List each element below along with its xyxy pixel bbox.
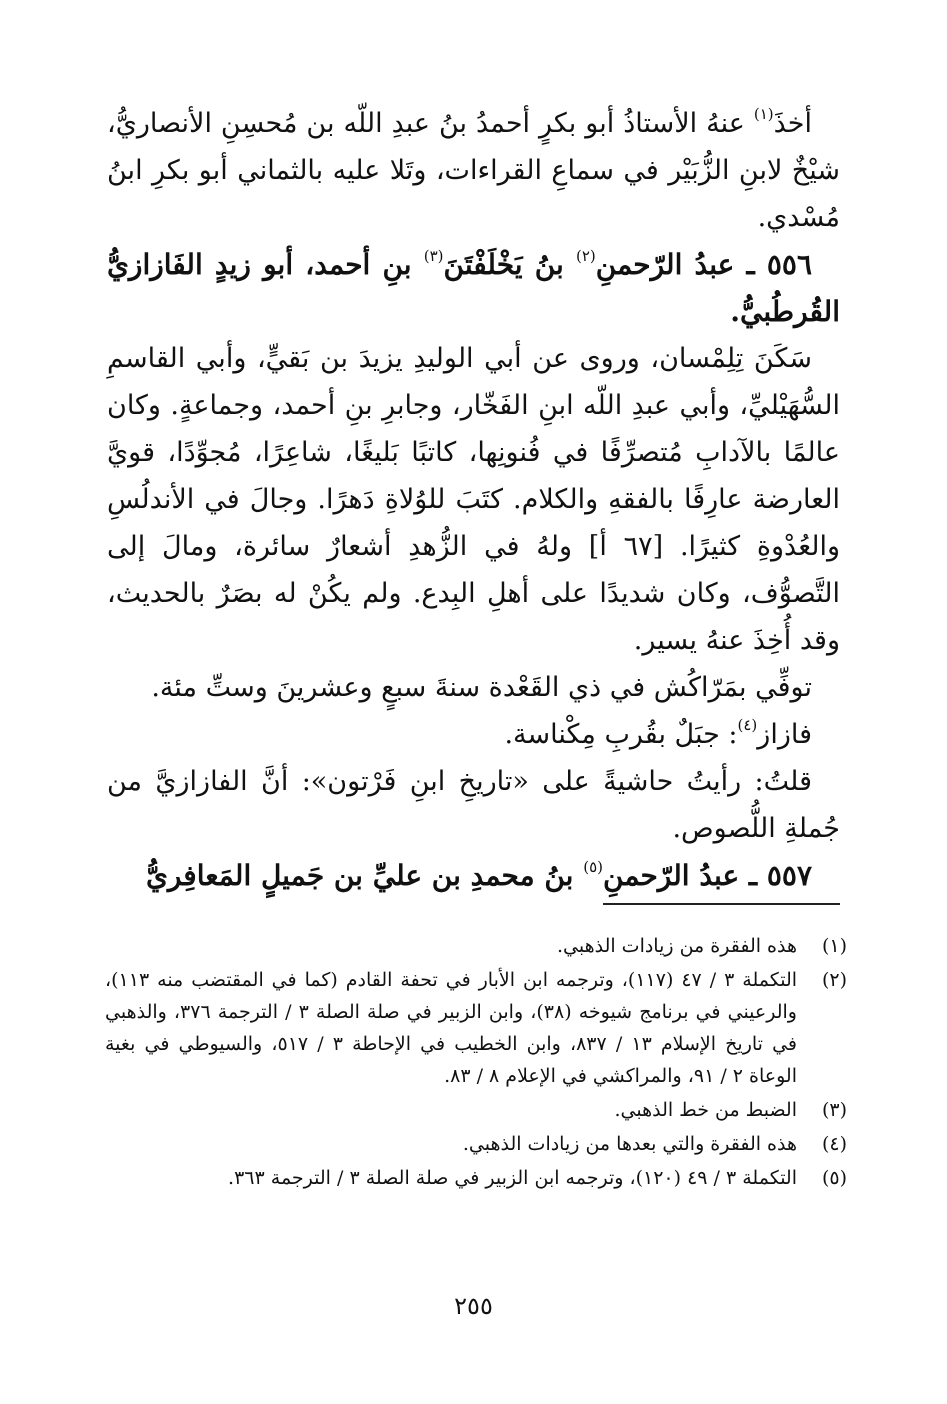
text-run: أخذَ — [773, 108, 812, 139]
footnote-number: (١) — [821, 935, 847, 957]
paragraph-death: توفِّي بمَرّاكُش في ذي القَعْدة سنةَ سبعٍ وعشرينَ وستِّ مئة. — [151, 672, 812, 703]
text-run: : جبَلٌ بقُربِ مِكْناسة. — [504, 719, 738, 750]
text-run: بنُ يَخْلَفْتَنَ — [443, 248, 576, 281]
footnote-text: هذه الفقرة والتي بعدها من زيادات الذهبي. — [462, 1133, 797, 1155]
entry-heading-557 — [107, 852, 840, 899]
footnote-number: (٥) — [821, 1167, 847, 1189]
footnote-ref: (١) — [753, 105, 774, 123]
footnote-item — [105, 1128, 847, 1160]
footnote-ref: (٤) — [737, 716, 758, 734]
footnote-text: التكملة ٣ / ٤٧ (١١٧)، وترجمه ابن الأبار في تحفة القادم (كما في المقتضب منه ١١٣)، والرعيني في برنامج شيوخه (٣٨)، وابن الزبير في صلة الصلة ٣ / الترجمة ٣٧٦، والذهبي في تاريخ الإسلام ١٣ / ٨٣٧، وابن الخطيب في الإحاطة ٣ / ٥١٧، والسيوطي في بغية الوعاة ٢ / ٩١، والمراكشي في الإعلام ٨ / ٨٣. — [105, 969, 798, 1087]
footnote-item — [105, 964, 847, 1092]
footnote-item — [105, 1162, 847, 1194]
paragraph-intro — [107, 100, 840, 241]
entry-heading-556 — [107, 241, 840, 335]
footnote-ref: (٥) — [583, 858, 603, 876]
footnote-number: (٤) — [821, 1133, 847, 1155]
footnote-ref: (٣) — [423, 247, 444, 265]
text-run: ٥٥٦ ـ عبدُ الرّحمنِ — [595, 248, 813, 281]
text-run: بنُ محمدِ بن عليِّ بن جَميلٍ المَعافِريُّ — [145, 859, 584, 892]
main-text — [107, 100, 840, 899]
paragraph-note: قلتُ: رأيتُ حاشيةً على «تاريخِ ابنِ فَرْتون»: أنَّ الفازازيَّ من جُملةِ اللُّصوص. — [107, 766, 840, 844]
footnote-item — [105, 1094, 847, 1126]
footnote-number: (٣) — [821, 1099, 847, 1121]
paragraph-biography: سَكَنَ تِلِمْسان، وروى عن أبي الوليدِ يزيدَ بن بَقيٍّ، وأبي القاسمِ السُّهَيْليِّ، وأبي عبدِ اللّه ابنِ الفَخّار، وجابرِ بنِ أحمد، وجماعةٍ. وكان عالمًا بالآدابِ مُتصرِّفًا في فُنونِها، كاتبًا بَليغًا، شاعِرًا، مُجوِّدًا، قويَّ العارضة عارِفًا بالفقهِ والكلام. كتَبَ للوُلاةِ دَهرًا. وجالَ في الأندلُسِ والعُدْوةِ كثيرًا. [٦٧ أ] ولهُ في الزُّهدِ أشعارٌ سائرة، ومالَ إلى التَّصوُّف، وكان شديدًا على أهلِ البِدع. ولم يكُنْ له بصَرٌ بالحديث، وقد أُخِذَ عنهُ يسير. — [107, 343, 841, 656]
text-run: فازاز — [757, 719, 812, 750]
footnote-text: الضبط من خط الذهبي. — [614, 1099, 797, 1121]
page-number: ٢٥٥ — [454, 1292, 493, 1320]
text-run: ٥٥٧ ـ عبدُ الرّحمنِ — [603, 859, 812, 892]
footnote-text: التكملة ٣ / ٤٩ (١٢٠)، وترجمه ابن الزبير في صلة الصلة ٣ / الترجمة ٣٦٣. — [228, 1167, 797, 1189]
footnote-text: هذه الفقرة من زيادات الذهبي. — [556, 935, 797, 957]
footnote-number: (٢) — [821, 969, 847, 991]
footnote-item — [105, 930, 847, 962]
text-run: عنهُ الأستاذُ أبو بكرٍ أحمدُ بنُ عبدِ اللّه بن مُحسِنِ الأنصاريُّ، شيْخٌ لابنِ الزُّبَيْر في سماعِ القراءات، وتَلا عليه بالثماني أبو بكرِ ابنُ مُسْدي. — [107, 108, 840, 233]
footnote-ref: (٢) — [576, 247, 596, 265]
text-run: بنِ أحمد، أبو زيدٍ الفَازازيُّ القُرطُبيُّ. — [107, 248, 840, 328]
paragraph-place — [107, 711, 840, 758]
footnotes — [105, 930, 847, 1196]
footnote-divider — [603, 903, 840, 905]
